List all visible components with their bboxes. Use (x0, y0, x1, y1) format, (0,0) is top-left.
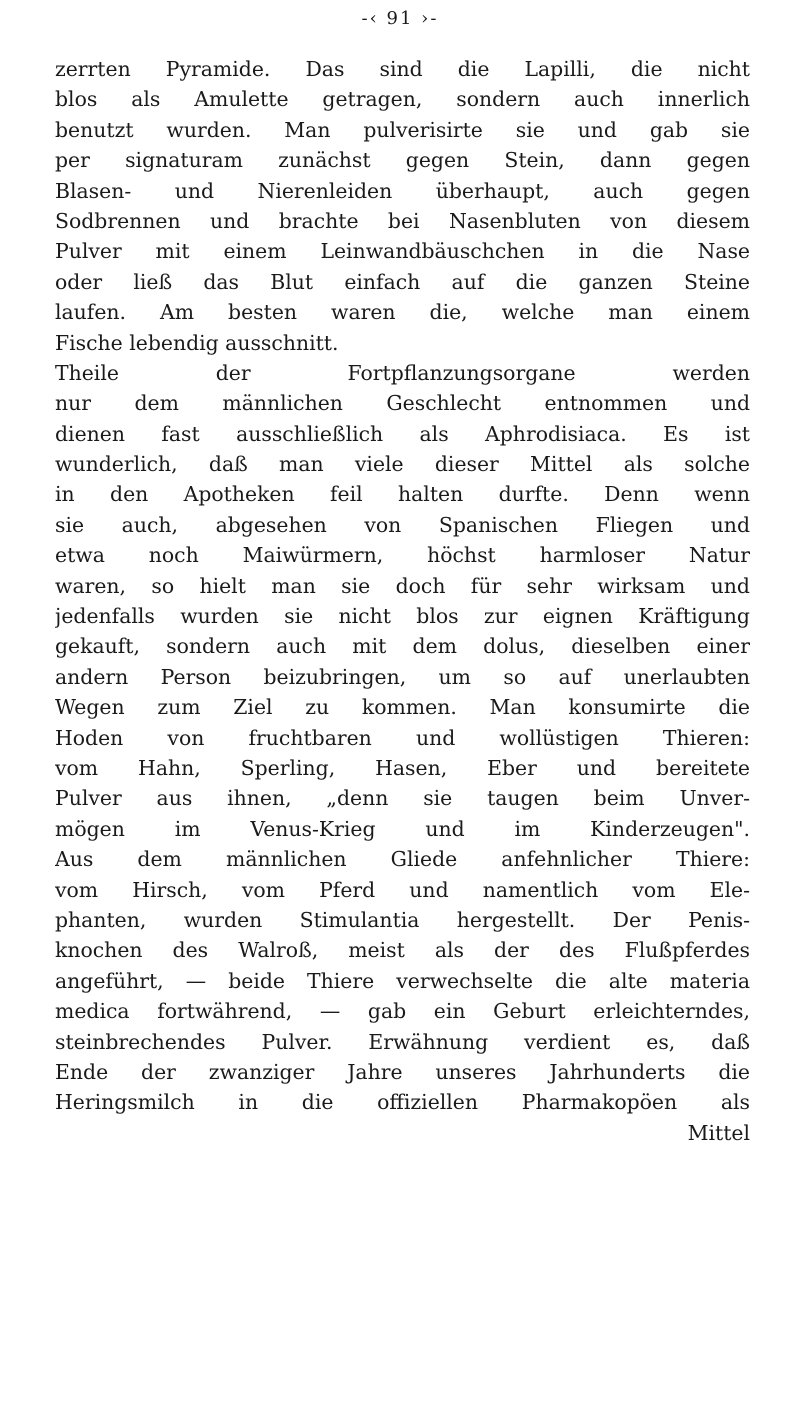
text-line: Hoden von fruchtbaren und wollüstigen Thieren: (55, 725, 750, 750)
text-line: steinbrechendes Pulver. Erwähnung verdient es, daß (55, 1029, 750, 1054)
body-text (55, 54, 750, 1148)
text-line: medica fortwährend, — gab ein Geburt erleichterndes, (55, 999, 750, 1024)
text-line: angeführt, — beide Thiere verwechselte die alte materia (55, 968, 750, 993)
text-line: Sodbrennen und brachte bei Nasenbluten von diesem (55, 208, 750, 233)
text-line: Pulver mit einem Leinwandbäuschchen in die Nase (55, 239, 750, 264)
text-line: in den Apotheken feil halten durfte. Denn wenn (55, 482, 750, 507)
text-line: oder ließ das Blut einfach auf die ganzen Steine (55, 269, 750, 294)
text-line: Theile der Fortpflanzungsorgane werden (55, 360, 750, 385)
text-line: laufen. Am besten waren die, welche man einem (55, 300, 750, 325)
text-line: andern Person beizubringen, um so auf unerlaubten (55, 664, 750, 689)
text-line: Ende der zwanziger Jahre unseres Jahrhunderts die (55, 1059, 750, 1084)
text-line: etwa noch Maiwürmern, höchst harmloser Natur (55, 543, 750, 568)
text-line: Blasen- und Nierenleiden überhaupt, auch gegen (55, 178, 750, 203)
text-line: benutzt wurden. Man pulverisirte sie und gab sie (55, 117, 750, 142)
text-line: knochen des Walroß, meist als der des Flußpferdes (55, 938, 750, 963)
text-line: wunderlich, daß man viele dieser Mittel als solche (55, 452, 750, 477)
text-line: nur dem männlichen Geschlecht entnommen und (55, 391, 750, 416)
text-line: Wegen zum Ziel zu kommen. Man konsumirte die (55, 695, 750, 720)
text-line: vom Hahn, Sperling, Hasen, Eber und bereitete (55, 755, 750, 780)
text-line: Fische lebendig ausschnitt. (55, 330, 339, 355)
text-line: per signaturam zunächst gegen Stein, dann gegen (55, 148, 750, 173)
text-line: mögen im Venus-Krieg und im Kinderzeugen". (55, 816, 750, 841)
text-line: phanten, wurden Stimulantia hergestellt. Der Penis- (55, 907, 750, 932)
text-line: gekauft, sondern auch mit dem dolus, dieselben einer (55, 634, 750, 659)
catchword: Mittel (687, 1120, 750, 1145)
text-line: Aus dem männlichen Gliede anfehnlicher Thiere: (55, 847, 750, 872)
text-line: zerrten Pyramide. Das sind die Lapilli, die nicht (55, 57, 750, 81)
text-line: jedenfalls wurden sie nicht blos zur eignen Kräftigung (55, 604, 750, 629)
page-number: -‹ 91 ›- (361, 8, 439, 29)
text-line: vom Hirsch, vom Pferd und namentlich vom Ele- (55, 877, 750, 902)
text-line: Heringsmilch in die offiziellen Pharmakopöen als (55, 1090, 750, 1115)
text-line: blos als Amulette getragen, sondern auch innerlich (55, 87, 750, 112)
text-line: waren, so hielt man sie doch für sehr wirksam und (55, 573, 750, 598)
text-line: sie auch, abgesehen von Spanischen Fliegen und (55, 512, 750, 537)
text-line: Pulver aus ihnen, „denn sie taugen beim Unver- (55, 786, 750, 811)
text-line: dienen fast ausschließlich als Aphrodisiaca. Es ist (55, 421, 750, 446)
